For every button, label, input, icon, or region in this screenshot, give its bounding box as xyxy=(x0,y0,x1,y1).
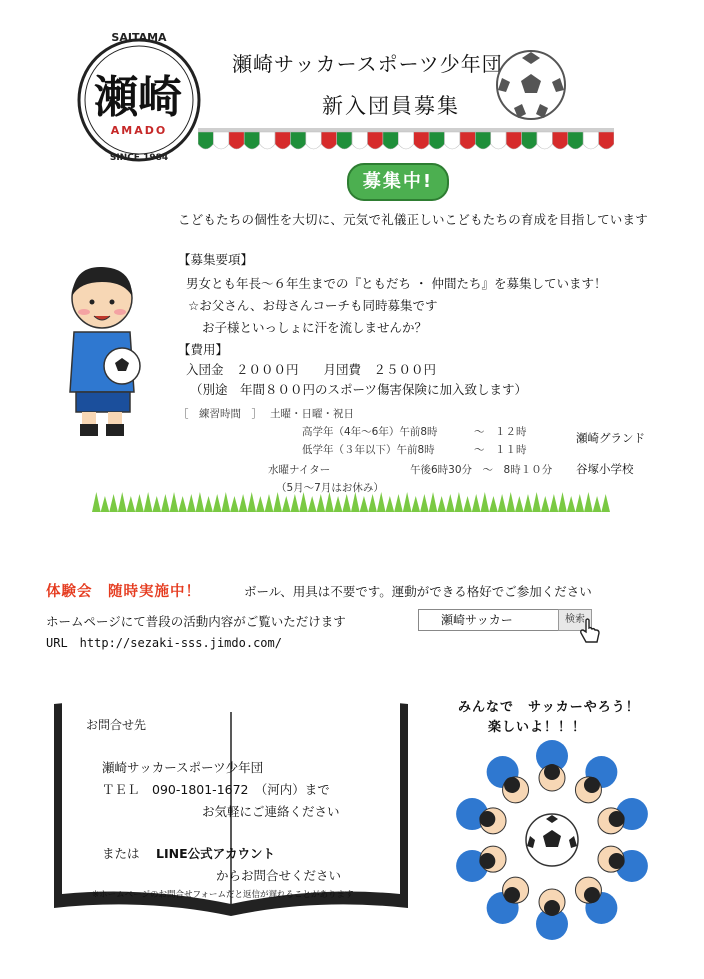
fees-heading: 【費用】 xyxy=(178,342,229,357)
tagline: こどもたちの個性を大切に、元気で礼儀正しいこどもたちの育成を目指しています xyxy=(178,212,648,227)
bunting-flag xyxy=(383,132,398,149)
boy-with-ball-illustration xyxy=(62,262,152,440)
kids-circle-illustration xyxy=(452,740,652,940)
bunting-flag xyxy=(583,132,598,149)
trial-heading: 体験会 随時実施中！ xyxy=(46,584,201,600)
bunting-flag xyxy=(275,132,290,149)
bunting-decoration xyxy=(198,128,614,154)
contact-or-label: または xyxy=(102,846,140,861)
bunting-flag xyxy=(321,132,336,149)
bunting-flag xyxy=(537,132,552,149)
bunting-flag xyxy=(522,132,537,149)
kid-hair xyxy=(609,853,625,869)
contact-tel-follow: お気軽にご連絡ください xyxy=(202,804,340,819)
wednesday-night-label: 水曜ナイター xyxy=(268,464,331,476)
bunting-flag xyxy=(306,132,321,149)
wednesday-note: （5月～7月はお休み） xyxy=(276,482,384,494)
kid-hair xyxy=(479,853,495,869)
bunting-flag xyxy=(552,132,567,149)
svg-text:SAITAMA: SAITAMA xyxy=(111,31,167,44)
bunting-flag xyxy=(475,132,490,149)
bunting-flag xyxy=(367,132,382,149)
bunting-flag xyxy=(429,132,444,149)
bunting-flag xyxy=(198,132,213,149)
bunting-flag xyxy=(290,132,305,149)
grass-decoration xyxy=(92,490,610,512)
recruit-title: 新入団員募集 xyxy=(322,94,460,118)
recruiting-badge-text: 募集中! xyxy=(362,171,434,192)
upper-grade-end-time: ～ １２時 xyxy=(474,426,527,438)
bunting-flag xyxy=(213,132,228,149)
requirements-line: 男女とも年長～６年生までの『ともだち ・ 仲間たち』を募集しています！ xyxy=(186,276,607,291)
kid-hair xyxy=(544,764,560,780)
bunting-flag xyxy=(414,132,429,149)
bunting-flag xyxy=(491,132,506,149)
svg-text:AMADO: AMADO xyxy=(110,124,168,137)
grass-strip xyxy=(92,492,610,512)
bunting-flag xyxy=(445,132,460,149)
bunting-flag xyxy=(229,132,244,149)
hand-cursor-icon xyxy=(578,618,602,646)
homepage-text: ホームページにて普段の活動内容がご覧いただけます xyxy=(46,614,346,629)
svg-text:瀬崎: 瀬崎 xyxy=(94,72,182,123)
search-button[interactable]: 検索 xyxy=(558,609,592,631)
practice-time-label: ［ 練習時間 ］ xyxy=(178,408,262,420)
requirements-heading: 【募集要項】 xyxy=(178,252,254,267)
kid-hair xyxy=(609,811,625,827)
kid-hair xyxy=(504,887,520,903)
bunting-flag xyxy=(568,132,583,149)
bunting-flag xyxy=(460,132,475,149)
venue-school: 谷塚小学校 xyxy=(576,462,634,476)
club-logo xyxy=(72,28,206,168)
fees-line: 入団金 ２０００円 月団費 ２５００円 xyxy=(186,362,437,377)
upper-grade-schedule: 高学年（4年～6年）午前8時 xyxy=(302,426,438,438)
bunting-flag xyxy=(337,132,352,149)
practice-days: 土曜・日曜・祝日 xyxy=(270,408,354,420)
fees-line: （別途 年間８００円のスポーツ傷害保険に加入致します） xyxy=(190,382,528,397)
line-follow: からお問合せください xyxy=(216,868,342,883)
circle-subtitle: 楽しいよ！！！ xyxy=(488,720,587,735)
kid-hair xyxy=(504,777,520,793)
contact-heading: お問合せ先 xyxy=(86,718,147,732)
contact-note: ※ホームページのお問合せフォームだと返信が遅れることがあります xyxy=(92,890,354,900)
requirements-line: ☆お父さん、お母さんコーチも同時募集です xyxy=(188,298,438,313)
kid-hair xyxy=(544,900,560,916)
lower-grade-schedule: 低学年（３年以下）午前8時 xyxy=(302,444,435,456)
requirements-line: お子様といっしょに汗を流しませんか？ xyxy=(202,320,428,335)
bunting-flag xyxy=(599,132,614,149)
bunting-flag xyxy=(244,132,259,149)
bunting-flag xyxy=(260,132,275,149)
lower-grade-end-time: ～ １１時 xyxy=(474,444,527,456)
homepage-url[interactable]: URL http://sezaki-sss.jimdo.com/ xyxy=(46,636,282,650)
line-account-label: LINE公式アカウント xyxy=(156,846,275,861)
club-title: 瀬崎サッカースポーツ少年団 xyxy=(232,52,503,76)
bunting-flag xyxy=(398,132,413,149)
trial-text: ボール、用具は不要です。運動ができる格好でご参加ください xyxy=(244,584,592,599)
contact-tel: ＴＥＬ 090-1801-1672 （河内）まで xyxy=(102,782,330,797)
circle-title: みんなで サッカーやろう！ xyxy=(458,700,640,715)
soccer-ball-icon xyxy=(494,48,568,122)
contact-org: 瀬崎サッカースポーツ少年団 xyxy=(102,760,264,775)
kid-hair xyxy=(584,777,600,793)
bunting-flag xyxy=(506,132,521,149)
search-input[interactable]: 瀬崎サッカー xyxy=(418,609,560,631)
svg-text:SINCE 1984: SINCE 1984 xyxy=(109,153,169,163)
wednesday-night-time: 午後6時30分 ～ 8時１０分 xyxy=(410,464,553,476)
venue-grounds: 瀬崎グランド xyxy=(576,431,645,445)
kid-hair xyxy=(584,887,600,903)
kid-hair xyxy=(479,811,495,827)
bunting-flag xyxy=(352,132,367,149)
